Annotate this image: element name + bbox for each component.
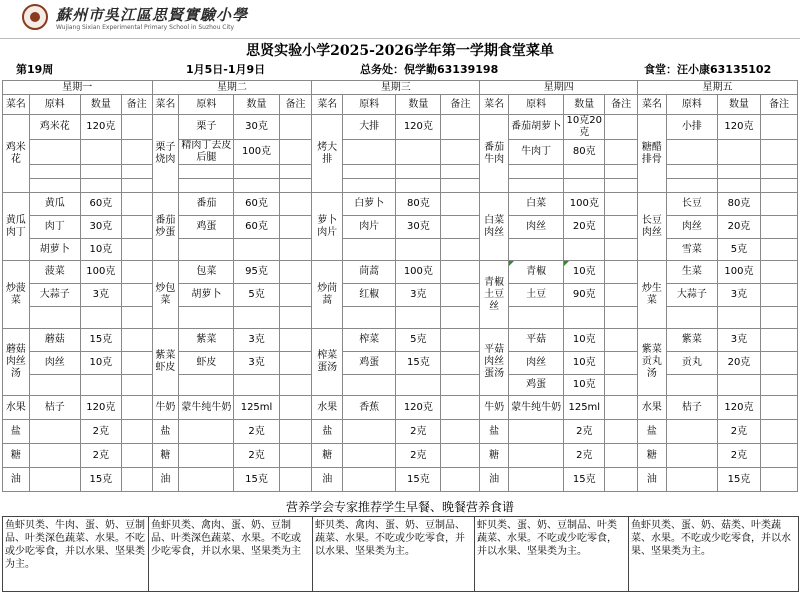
- school-name-en: Wujiang Sixian Experimental Primary School in Suzhou City: [56, 24, 235, 31]
- dish-name: 白菜肉丝: [480, 193, 509, 261]
- col-ingredient: 原料: [343, 95, 396, 115]
- dish-name: 萝卜肉片: [312, 193, 343, 261]
- seasoning: 盐: [152, 420, 179, 444]
- recommend-table: [2, 516, 799, 592]
- col-ingredient: 原料: [29, 95, 80, 115]
- quantity: 2克: [717, 444, 760, 468]
- ingredient: 生菜: [666, 261, 717, 284]
- quantity: 10克: [80, 352, 121, 375]
- quantity: 15克: [80, 329, 121, 352]
- day-mon: 星期一: [3, 81, 153, 95]
- seasoning: 盐: [480, 420, 509, 444]
- quantity: 15克: [80, 468, 121, 492]
- quantity: 2克: [80, 420, 121, 444]
- quantity: 120克: [396, 396, 441, 420]
- ingredient: 榨菜: [343, 329, 396, 352]
- ingredient: 鸡蛋: [343, 352, 396, 375]
- quantity: 30克: [80, 216, 121, 239]
- note: [121, 115, 152, 140]
- col-dish: 菜名: [152, 95, 179, 115]
- quantity: 2克: [717, 420, 760, 444]
- day-tue: 星期二: [152, 81, 312, 95]
- ingredient: 番茄: [179, 193, 234, 216]
- ingredient: 胡萝卜: [29, 239, 80, 261]
- fruit-row: [3, 396, 798, 420]
- ingredient: 菠菜: [29, 261, 80, 284]
- page-title: 思贤实验小学2025-2026学年第一学期食堂菜单: [246, 43, 554, 59]
- quantity: 10克20克: [564, 115, 605, 140]
- col-note: 备注: [760, 95, 797, 115]
- dish-name: 炒生菜: [638, 261, 667, 329]
- sugar-row: [3, 444, 798, 468]
- quantity: 2克: [564, 444, 605, 468]
- col-note: 备注: [441, 95, 480, 115]
- seasoning: 糖: [638, 444, 667, 468]
- dish-name: 番茄炒蛋: [152, 193, 179, 261]
- col-dish: 菜名: [3, 95, 30, 115]
- dish-name: 栗子烧肉: [152, 115, 179, 193]
- seasoning: 油: [312, 468, 343, 492]
- dish-name: 长豆肉丝: [638, 193, 667, 261]
- ingredient: 包菜: [179, 261, 234, 284]
- quantity: 30克: [234, 115, 279, 140]
- ingredient: 精肉丁去皮后腿: [179, 140, 234, 165]
- quantity: 100克: [717, 261, 760, 284]
- ingredient: 蒙牛纯牛奶: [179, 396, 234, 420]
- dish-name: 青椒土豆丝: [480, 261, 509, 329]
- quantity: 60克: [80, 193, 121, 216]
- dish-name: 烤大排: [312, 115, 343, 193]
- day-wed: 星期三: [312, 81, 480, 95]
- quantity: 60克: [234, 193, 279, 216]
- recommend-tue: 鱼虾贝类、禽肉、蛋、奶、豆制品、叶类深色蔬菜、水果。不吃或少吃零食，并以水果、坚果类为主: [149, 517, 313, 592]
- recommend-title: 营养学会专家推荐学生早餐、晚餐营养食谱: [285, 500, 514, 514]
- col-dish: 菜名: [480, 95, 509, 115]
- quantity: 10克: [564, 261, 605, 284]
- ingredient: 桔子: [29, 396, 80, 420]
- quantity: 20克: [717, 352, 760, 375]
- office-contact: 总务处：倪学勤63139198: [360, 63, 499, 76]
- ingredient: 紫菜: [666, 329, 717, 352]
- day-thu: 星期四: [480, 81, 638, 95]
- quantity: 3克: [234, 329, 279, 352]
- ingredient: 长豆: [666, 193, 717, 216]
- dish-name: 鸡米花: [3, 115, 30, 193]
- quantity: 10克: [564, 329, 605, 352]
- seasoning: 糖: [3, 444, 30, 468]
- seasoning: 盐: [638, 420, 667, 444]
- seasoning: 糖: [152, 444, 179, 468]
- seasoning: 油: [152, 468, 179, 492]
- ingredient: 肉丝: [666, 216, 717, 239]
- day-fri: 星期五: [638, 81, 798, 95]
- ingredient: 胡萝卜: [179, 284, 234, 307]
- seasoning: 盐: [3, 420, 30, 444]
- note: [760, 115, 797, 140]
- ingredient: 白萝卜: [343, 193, 396, 216]
- ingredient: 虾皮: [179, 352, 234, 375]
- ingredient: 雪菜: [666, 239, 717, 261]
- quantity: 2克: [396, 444, 441, 468]
- recommend-mon: 鱼虾贝类、牛肉、蛋、奶、豆制品、叶类深色蔬菜、水果。不吃或少吃零食，并以水果、坚果类为主。: [3, 517, 149, 592]
- seasoning: 油: [638, 468, 667, 492]
- quantity: 3克: [717, 284, 760, 307]
- seasoning: 糖: [312, 444, 343, 468]
- dish-name: 番茄牛肉: [480, 115, 509, 193]
- week-number: 第19周: [16, 63, 54, 76]
- quantity: 80克: [564, 140, 605, 165]
- quantity: 15克: [234, 468, 279, 492]
- quantity: 3克: [396, 284, 441, 307]
- menu-table: [2, 80, 798, 492]
- col-note: 备注: [605, 95, 638, 115]
- quantity: 5克: [234, 284, 279, 307]
- ingredient: 黄瓜: [29, 193, 80, 216]
- quantity: 15克: [717, 468, 760, 492]
- ingredient: 肉丝: [29, 352, 80, 375]
- seasoning: 油: [3, 468, 30, 492]
- quantity: 10克: [564, 352, 605, 375]
- ingredient: 鸡蛋: [508, 375, 563, 396]
- col-ingredient: 原料: [179, 95, 234, 115]
- quantity: 2克: [564, 420, 605, 444]
- dish-name: 炒包菜: [152, 261, 179, 329]
- dish-name: 炒菠菜: [3, 261, 30, 329]
- ingredient: 平菇: [508, 329, 563, 352]
- ingredient: 紫菜: [179, 329, 234, 352]
- recommend-fri: 鱼虾贝类、蛋、奶、菇类、叶类蔬菜、水果。不吃或少吃零食，并以水果、坚果类为主。: [629, 517, 799, 592]
- school-name-cn: 蘇州市吳江區思賢實驗小學: [56, 6, 249, 24]
- ingredient: 鸡米花: [29, 115, 80, 140]
- ingredient: 青椒: [508, 261, 563, 284]
- seasoning: 盐: [312, 420, 343, 444]
- week-dates: 1月5日-1月9日: [186, 63, 266, 76]
- dish-name: 黄瓜肉丁: [3, 193, 30, 261]
- quantity: 5克: [396, 329, 441, 352]
- ingredient: 肉丁: [29, 216, 80, 239]
- quantity: 2克: [80, 444, 121, 468]
- column-header-row: [3, 95, 798, 115]
- quantity: 120克: [717, 115, 760, 140]
- dish-name: 炒茼蒿: [312, 261, 343, 329]
- col-quantity: 数量: [564, 95, 605, 115]
- salt-row: [3, 420, 798, 444]
- seasoning: 糖: [480, 444, 509, 468]
- quantity: 100克: [396, 261, 441, 284]
- dish-name: 蘑菇肉丝汤: [3, 329, 30, 396]
- quantity: 120克: [717, 396, 760, 420]
- col-quantity: 数量: [396, 95, 441, 115]
- quantity: 2克: [396, 420, 441, 444]
- quantity: 15克: [396, 352, 441, 375]
- quantity: 120克: [396, 115, 441, 140]
- dish-name: 平菇肉丝蛋汤: [480, 329, 509, 396]
- quantity: 100克: [80, 261, 121, 284]
- quantity: 90克: [564, 284, 605, 307]
- ingredient: 土豆: [508, 284, 563, 307]
- quantity: 30克: [396, 216, 441, 239]
- quantity: 2克: [234, 420, 279, 444]
- note: [279, 115, 312, 140]
- ingredient: 肉丝: [508, 352, 563, 375]
- col-ingredient: 原料: [666, 95, 717, 115]
- quantity: 5克: [717, 239, 760, 261]
- col-note: 备注: [121, 95, 152, 115]
- ingredient: 蘑菇: [29, 329, 80, 352]
- quantity: 80克: [717, 193, 760, 216]
- ingredient: 栗子: [179, 115, 234, 140]
- quantity: 15克: [396, 468, 441, 492]
- school-seal-icon: [22, 4, 48, 30]
- ingredient: 肉片: [343, 216, 396, 239]
- note: [441, 115, 480, 140]
- quantity: 95克: [234, 261, 279, 284]
- ingredient: 大蒜子: [29, 284, 80, 307]
- oil-row: [3, 468, 798, 492]
- ingredient: 牛肉丁: [508, 140, 563, 165]
- quantity: 120克: [80, 115, 121, 140]
- quantity: 60克: [234, 216, 279, 239]
- ingredient: 桔子: [666, 396, 717, 420]
- quantity: 2克: [234, 444, 279, 468]
- note: [605, 115, 638, 140]
- ingredient: 小排: [666, 115, 717, 140]
- quantity: 3克: [717, 329, 760, 352]
- quantity: 120克: [80, 396, 121, 420]
- dish-name: 水果: [3, 396, 30, 420]
- dish-name: 糖醋排骨: [638, 115, 667, 193]
- ingredient: 大蒜子: [666, 284, 717, 307]
- col-note: 备注: [279, 95, 312, 115]
- quantity: 125ml: [564, 396, 605, 420]
- dish-name: 榨菜蛋汤: [312, 329, 343, 396]
- quantity: 100克: [564, 193, 605, 216]
- canteen-contact: 食堂：汪小康63135102: [644, 63, 772, 76]
- seasoning: 油: [480, 468, 509, 492]
- quantity: 100克: [234, 140, 279, 165]
- quantity: 80克: [396, 193, 441, 216]
- ingredient: 贡丸: [666, 352, 717, 375]
- quantity: 125ml: [234, 396, 279, 420]
- ingredient: 茼蒿: [343, 261, 396, 284]
- ingredient: 蒙牛纯牛奶: [508, 396, 563, 420]
- ingredient: 白菜: [508, 193, 563, 216]
- quantity: 10克: [564, 375, 605, 396]
- dish-name: 牛奶: [480, 396, 509, 420]
- dish-name: 牛奶: [152, 396, 179, 420]
- ingredient: 番茄胡萝卜: [508, 115, 563, 140]
- recommend-thu: 虾贝类、蛋、奶、豆制品、叶类蔬菜、水果。不吃或少吃零食，并以水果、坚果类为主。: [475, 517, 629, 592]
- col-quantity: 数量: [717, 95, 760, 115]
- quantity: 3克: [234, 352, 279, 375]
- ingredient: 香蕉: [343, 396, 396, 420]
- col-quantity: 数量: [234, 95, 279, 115]
- dish-name: 紫菜虾皮: [152, 329, 179, 396]
- col-dish: 菜名: [312, 95, 343, 115]
- ingredient: 肉丝: [508, 216, 563, 239]
- ingredient: 鸡蛋: [179, 216, 234, 239]
- dish-name: 水果: [638, 396, 667, 420]
- quantity: 20克: [564, 216, 605, 239]
- col-ingredient: 原料: [508, 95, 563, 115]
- quantity: 15克: [564, 468, 605, 492]
- school-header: [0, 0, 800, 39]
- quantity: 20克: [717, 216, 760, 239]
- ingredient: 大排: [343, 115, 396, 140]
- ingredient: 红椒: [343, 284, 396, 307]
- col-dish: 菜名: [638, 95, 667, 115]
- col-quantity: 数量: [80, 95, 121, 115]
- dish-name: 水果: [312, 396, 343, 420]
- dish-name: 紫菜贡丸汤: [638, 329, 667, 396]
- recommend-wed: 虾贝类、禽肉、蛋、奶、豆制品、蔬菜、水果。不吃或少吃零食，并以水果、坚果类为主。: [313, 517, 475, 592]
- day-header-row: [3, 81, 798, 95]
- quantity: 10克: [80, 239, 121, 261]
- quantity: 3克: [80, 284, 121, 307]
